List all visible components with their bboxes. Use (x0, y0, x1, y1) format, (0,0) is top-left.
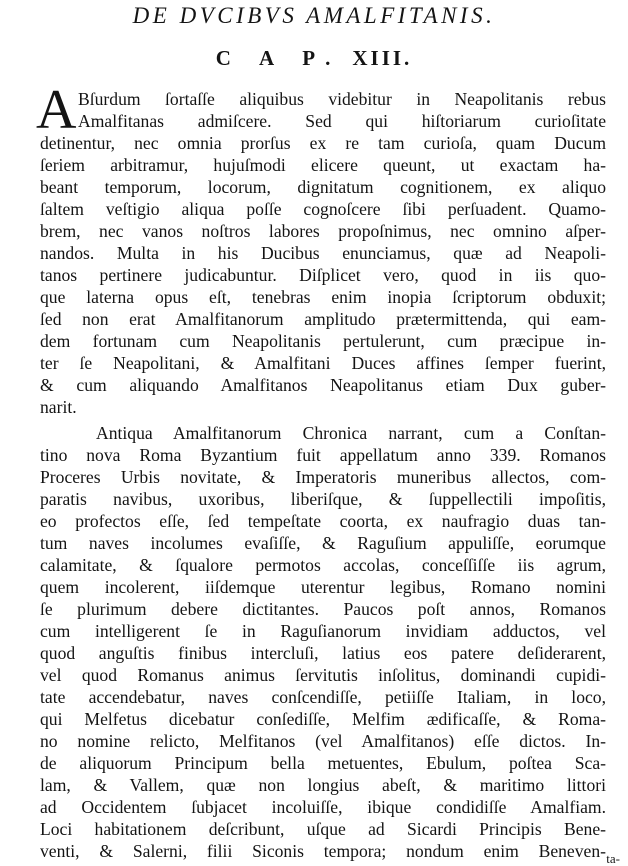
text-line: calamitate, & ſqualore permotos accolas, conceſſiſſe iis agrum, (40, 555, 606, 575)
text-line: de aliquorum Principum bella metuentes, Ebulum, poſtea Sca- (40, 753, 606, 773)
text-line: que laterna opus eſt, tenebras enim inopia ſcriptorum obduxit; (40, 287, 606, 307)
text-line: ad Occidentem ſubjacet incoluiſſe, ibique condidiſſe Amalfiam. (40, 797, 606, 817)
text-line: tino nova Roma Byzantium fuit appellatum anno 339. Romanos (40, 445, 606, 465)
text-line: detinentur, nec omnia prorſus ex re tam curioſa, quam Ducum (40, 133, 606, 153)
text-line: quem incolerent, iiſdemque uterentur legibus, Romano nomini (40, 577, 606, 597)
running-head: DE DVCIBVS AMALFITANIS. (132, 3, 496, 28)
text-line: brem, nec vanos noſtros labores propoſnimus, nec omnino aſper- (40, 221, 606, 241)
text-line: ſe plurimum debere dictitantes. Paucos poſt annos, Romanos (40, 599, 606, 619)
text-line: cum intelligerent ſe in Raguſianorum invidiam adductos, vel (40, 621, 606, 641)
chapter-label: C A P. (215, 46, 343, 70)
text-line: ſed non erat Amalfitanorum amplitudo prætermittenda, qui eam- (40, 309, 606, 329)
text-line: qui Melfetus dicebatur conſediſſe, Melfim ædificaſſe, & Roma- (40, 709, 606, 729)
text-line: tate accendebatur, naves conſcendiſſe, petiiſſe Italiam, in loco, (40, 687, 606, 707)
text-line: Amalfitanas admiſcere. Sed qui hiſtoriarum curioſitate (78, 111, 606, 131)
text-line: lam, & Vallem, quæ non longius abeſt, & maritimo littori (40, 775, 606, 795)
chapter-number: XIII. (352, 46, 413, 70)
text-line: quod anguſtis finibus intercluſi, latius eos patere deſiderarent, (40, 643, 606, 663)
text-line: paratis navibus, uxoribus, liberiſque, & ſuppellectili impoſitis, (40, 489, 606, 509)
text-line: venti, & Salerni, filii Siconis tempora; nondum enim Beneven- (40, 841, 606, 861)
text-line: ter ſe Neapolitani, & Amalfitani Duces affines ſemper fuerint, (40, 353, 606, 373)
text-line: Proceres Urbis novitate, & Imperatoris muneribus allectos, com- (40, 467, 606, 487)
text-line: narit. (40, 397, 77, 417)
text-line: tum naves incolumes evaſiſſe, & Raguſium appuliſſe, eorumque (40, 533, 606, 553)
text-line: no nomine relicto, Melfitanos (vel Amalfitanos) eſſe dictos. In- (40, 731, 606, 751)
text-line: Antiqua Amalfitanorum Chronica narrant, cum a Conſtan- (96, 423, 606, 443)
text-line: vel quod Romanus animus ſervitutis inſolitus, dominandi cupidi- (40, 665, 606, 685)
text-line: tanos pertinere judicabuntur. Diſplicet vero, quod in iis quo- (40, 265, 606, 285)
text-line: dem fortunam cum Neapolitanis pertulerunt, cum præcipue in- (40, 331, 606, 351)
drop-cap: A (36, 79, 77, 141)
text-line: Loci habitationem deſcribunt, uſque ad Sicardi Principis Bene- (40, 819, 606, 839)
text-line: beant temporum, locorum, dignitatum cognitionem, ex aliquo (40, 177, 606, 197)
text-line: ſeriem arbitramur, hujuſmodi elicere queunt, ut exactam ha- (40, 155, 606, 175)
text-line: & cum aliquando Amalfitanos Neapolitanus etiam Dux guber- (40, 375, 606, 395)
text-line: nandos. Multa in his Ducibus enunciamus, quæ ad Neapoli- (40, 243, 606, 263)
chapter-heading (0, 46, 628, 71)
text-line: eo profectos eſſe, ſed tempeſtate coorta, ex naufragio duas tan- (40, 511, 606, 531)
text-line: ſaltem veſtigio aliqua poſſe cognoſcere ſibi perſuadent. Quamo- (40, 199, 606, 219)
text-line: Bſurdum ſortaſſe aliquibus videbitur in Neapolitanis rebus (78, 89, 606, 109)
catchword: ta- (606, 851, 620, 866)
